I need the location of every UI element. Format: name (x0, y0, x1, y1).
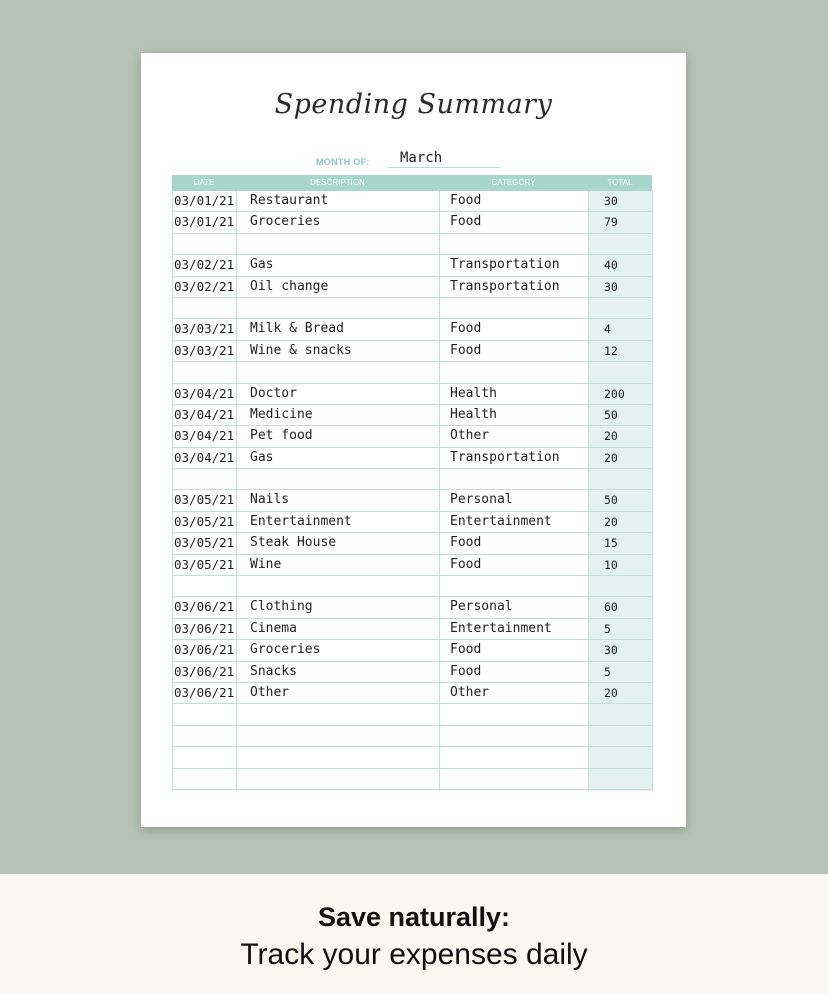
row-total: 79 (604, 215, 618, 230)
row-description: Gas (250, 257, 274, 273)
row-date: 03/02/21 (174, 257, 235, 273)
row-date: 03/03/21 (174, 342, 235, 358)
row-total: 200 (604, 386, 625, 401)
table-row (172, 576, 652, 597)
table-row (172, 384, 652, 405)
row-date: 03/05/21 (174, 513, 235, 529)
row-total: 5 (604, 664, 611, 679)
row-category: Food (450, 321, 482, 337)
row-description: Clothing (250, 599, 313, 615)
table-row (172, 298, 652, 319)
table-row (172, 704, 652, 725)
table-row (172, 341, 652, 362)
table-row (172, 683, 652, 704)
row-category: Personal (450, 492, 513, 508)
row-category: Transportation (450, 257, 560, 273)
header-category: CATEGORY (491, 178, 536, 187)
column-divider (652, 191, 653, 791)
table-row (172, 362, 652, 383)
table-row (172, 490, 652, 511)
row-date: 03/06/21 (174, 663, 235, 679)
table-row (172, 212, 652, 233)
row-total: 20 (604, 450, 618, 465)
table-row (172, 426, 652, 447)
row-total: 30 (604, 279, 618, 294)
row-date: 03/04/21 (174, 385, 235, 401)
banner-heading: Save naturally: (317, 902, 511, 932)
table-row (172, 769, 652, 790)
row-total: 12 (604, 343, 618, 358)
table-row (172, 597, 652, 618)
row-description: Groceries (250, 214, 321, 230)
row-category: Food (450, 556, 482, 572)
row-description: Milk & Bread (250, 321, 344, 337)
row-category: Health (450, 385, 497, 401)
row-category: Food (450, 214, 482, 230)
row-description: Wine & snacks (250, 342, 352, 358)
row-category: Food (450, 642, 482, 658)
row-date: 03/06/21 (174, 599, 235, 615)
row-description: Nails (250, 492, 290, 508)
spending-summary-sheet (141, 53, 686, 827)
row-total: 20 (604, 685, 618, 700)
row-date: 03/02/21 (174, 278, 235, 294)
sheet-title: Spending Summary (274, 89, 553, 120)
row-description: Restaurant (250, 193, 329, 208)
table-row (172, 555, 652, 576)
row-total: 50 (604, 407, 618, 422)
column-divider (172, 191, 173, 791)
promo-banner (0, 874, 828, 994)
table-row (172, 191, 652, 212)
row-date: 03/04/21 (174, 449, 235, 465)
table-row (172, 255, 652, 276)
table-row (172, 277, 652, 298)
row-total: 50 (604, 493, 618, 508)
column-divider (439, 191, 440, 791)
table-row (172, 726, 652, 747)
row-description: Other (250, 684, 290, 700)
table-row (172, 662, 652, 683)
row-date: 03/04/21 (174, 428, 235, 444)
row-total: 5 (604, 621, 611, 636)
row-category: Other (450, 428, 490, 444)
month-label: MONTH OF: (316, 157, 370, 167)
row-total: 40 (604, 258, 618, 273)
row-date: 03/05/21 (174, 492, 235, 508)
header-total: TOTAL (607, 178, 633, 187)
table-row (172, 512, 652, 533)
table-row (172, 640, 652, 661)
table-row (172, 319, 652, 340)
row-description: Entertainment (250, 513, 352, 529)
row-category: Transportation (450, 449, 560, 465)
row-date: 03/01/21 (174, 214, 235, 230)
row-date: 03/06/21 (174, 642, 235, 658)
column-divider (236, 191, 237, 791)
row-category: Food (450, 342, 482, 358)
header-date: DATE (193, 178, 215, 187)
column-divider (588, 191, 589, 791)
row-date: 03/05/21 (174, 556, 235, 572)
row-description: Steak House (250, 535, 337, 551)
table-row (172, 469, 652, 490)
row-description: Oil change (250, 278, 329, 294)
table-row (172, 405, 652, 426)
row-total: 15 (604, 536, 618, 551)
banner-subheading: Track your expenses daily (240, 938, 588, 971)
row-category: Food (450, 663, 482, 679)
table-body (172, 191, 652, 791)
row-category: Personal (450, 599, 513, 615)
table-row (172, 619, 652, 640)
row-total: 30 (604, 194, 618, 208)
row-description: Pet food (250, 428, 313, 444)
row-date: 03/01/21 (174, 193, 235, 208)
row-description: Doctor (250, 385, 297, 401)
row-category: Food (450, 193, 482, 208)
row-date: 03/06/21 (174, 620, 235, 636)
table-row (172, 448, 652, 469)
row-date: 03/03/21 (174, 321, 235, 337)
row-category: Other (450, 684, 490, 700)
row-category: Entertainment (450, 620, 552, 636)
row-total: 20 (604, 429, 618, 444)
row-total: 30 (604, 643, 618, 658)
header-description: DESCRIPTION (310, 178, 365, 187)
row-description: Cinema (250, 620, 297, 636)
row-total: 10 (604, 557, 618, 572)
row-total: 4 (604, 322, 611, 337)
row-description: Gas (250, 449, 274, 465)
row-description: Groceries (250, 642, 321, 658)
row-date: 03/06/21 (174, 684, 235, 700)
row-total: 20 (604, 514, 618, 529)
row-category: Food (450, 535, 482, 551)
table-row (172, 234, 652, 255)
month-underline (388, 167, 500, 168)
row-description: Wine (250, 556, 282, 572)
row-date: 03/04/21 (174, 406, 235, 422)
row-category: Entertainment (450, 513, 552, 529)
row-date: 03/05/21 (174, 535, 235, 551)
table-row (172, 533, 652, 554)
row-description: Medicine (250, 406, 313, 422)
row-description: Snacks (250, 663, 297, 679)
table-row (172, 747, 652, 768)
row-category: Health (450, 406, 497, 422)
table-header (172, 175, 652, 191)
row-category: Transportation (450, 278, 560, 294)
month-value: March (400, 150, 443, 166)
row-total: 60 (604, 600, 618, 615)
